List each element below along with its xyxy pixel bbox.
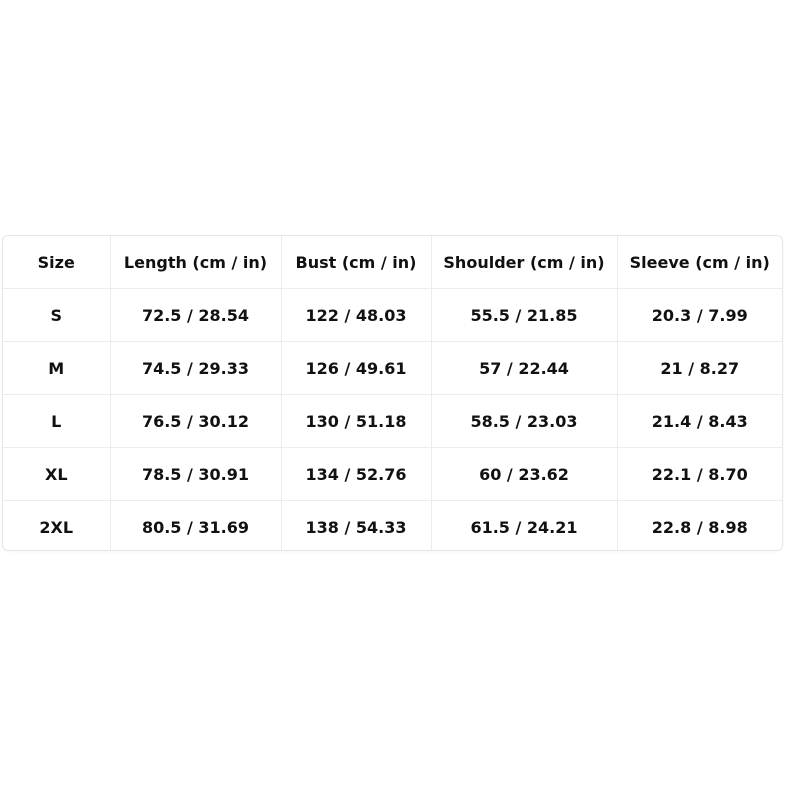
header-bust: Bust (cm / in)	[281, 236, 431, 289]
table-row	[3, 342, 782, 395]
cell-sleeve: 21.4 / 8.43	[617, 395, 782, 448]
cell-size: XL	[3, 448, 110, 501]
cell-length: 78.5 / 30.91	[110, 448, 281, 501]
cell-length: 80.5 / 31.69	[110, 501, 281, 552]
cell-size: M	[3, 342, 110, 395]
cell-bust: 130 / 51.18	[281, 395, 431, 448]
size-chart	[2, 235, 783, 551]
header-row	[3, 236, 782, 289]
cell-shoulder: 58.5 / 23.03	[431, 395, 617, 448]
cell-length: 72.5 / 28.54	[110, 289, 281, 342]
cell-sleeve: 22.8 / 8.98	[651, 517, 748, 537]
table-row	[3, 448, 782, 501]
size-chart-table	[3, 236, 782, 551]
cell-length: 74.5 / 29.33	[110, 342, 281, 395]
cell-bust: 138 / 54.33	[281, 501, 431, 552]
cell-sleeve: 21 / 8.27	[617, 342, 782, 395]
cell-size: 2XL	[3, 501, 110, 552]
cell-bust: 134 / 52.76	[281, 448, 431, 501]
header-length: Length (cm / in)	[110, 236, 281, 289]
table-row	[3, 501, 782, 552]
cell-bust: 122 / 48.03	[281, 289, 431, 342]
cell-size: S	[3, 289, 110, 342]
cell-shoulder: 57 / 22.44	[431, 342, 617, 395]
table-row	[3, 395, 782, 448]
table-row	[3, 289, 782, 342]
cell-size: L	[3, 395, 110, 448]
cell-shoulder: 61.5 / 24.21	[431, 501, 617, 552]
header-size: Size	[3, 236, 110, 289]
cell-bust: 126 / 49.61	[281, 342, 431, 395]
header-shoulder: Shoulder (cm / in)	[431, 236, 617, 289]
cell-shoulder: 60 / 23.62	[431, 448, 617, 501]
cell-sleeve: 20.3 / 7.99	[617, 289, 782, 342]
header-sleeve: Sleeve (cm / in)	[617, 236, 782, 289]
cell-length: 76.5 / 30.12	[110, 395, 281, 448]
cell-sleeve: 22.1 / 8.70	[617, 448, 782, 501]
cell-shoulder: 55.5 / 21.85	[431, 289, 617, 342]
